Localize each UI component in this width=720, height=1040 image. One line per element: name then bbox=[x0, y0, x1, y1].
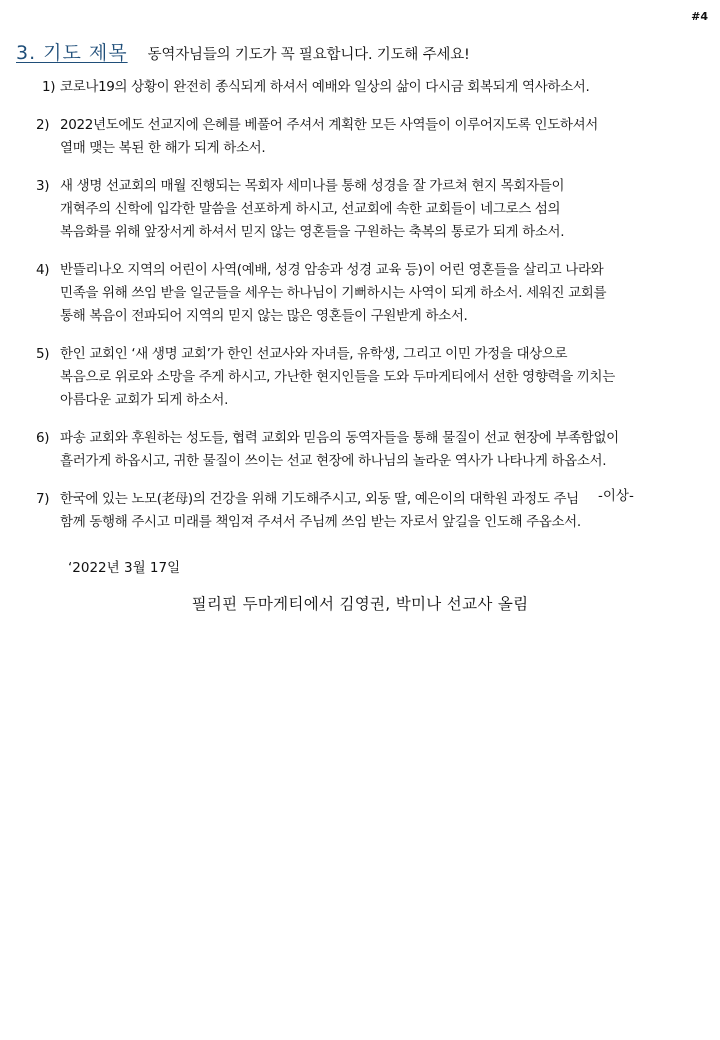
prayer-item bbox=[36, 76, 696, 99]
prayer-line: 흘러가게 하옵시고, 귀한 물질이 쓰이는 선교 현장에 하나님의 놀라운 역사가 나타나게 하옵소서. bbox=[60, 453, 607, 469]
prayer-number: 1) bbox=[42, 79, 56, 95]
prayer-item bbox=[36, 259, 696, 328]
prayer-line: 2022년도에도 선교지에 은혜를 베풀어 주셔서 계획한 모든 사역들이 이루어지도록 인도하셔서 bbox=[60, 117, 598, 133]
section-header bbox=[16, 38, 708, 65]
prayer-number: 7) bbox=[36, 491, 50, 507]
section-title: 3. 기도 제목 bbox=[16, 42, 128, 64]
prayer-item bbox=[36, 427, 696, 473]
prayer-line: 열매 맺는 복된 한 해가 되게 하소서. bbox=[60, 140, 266, 156]
signature: 필리핀 두마게티에서 김영권, 박미나 선교사 올림 bbox=[191, 595, 529, 613]
prayer-line: 통해 복음이 전파되어 지역의 믿지 않는 많은 영혼들이 구원받게 하소서. bbox=[60, 308, 468, 324]
closing-mark: -이상- bbox=[598, 488, 634, 504]
prayer-number: 5) bbox=[36, 346, 50, 362]
prayer-line: 파송 교회와 후원하는 성도들, 협력 교회와 믿음의 동역자들을 통해 물질이 선교 현장에 부족함없이 bbox=[60, 430, 619, 446]
prayer-number: 2) bbox=[36, 117, 50, 133]
prayer-line: 개혁주의 신학에 입각한 말씀을 선포하게 하시고, 선교회에 속한 교회들이 네그로스 섬의 bbox=[60, 201, 561, 217]
prayer-number: 6) bbox=[36, 430, 50, 446]
prayer-line: 한인 교회인 ‘새 생명 교회’가 한인 선교사와 자녀들, 유학생, 그리고 이민 가정을 대상으로 bbox=[60, 346, 568, 362]
letter-date: ‘2022년 3월 17일 bbox=[68, 560, 181, 576]
prayer-item bbox=[36, 343, 696, 412]
prayer-line: 코로나19의 상황이 완전히 종식되게 하셔서 예배와 일상의 삶이 다시금 회복되게 역사하소서. bbox=[60, 79, 590, 95]
prayer-number: 4) bbox=[36, 262, 50, 278]
prayer-line: 반뜰리나오 지역의 어린이 사역(예배, 성경 암송과 성경 교육 등)이 어린 영혼들을 살리고 나라와 bbox=[60, 262, 604, 278]
page-number: #4 bbox=[691, 10, 708, 23]
prayer-item bbox=[36, 114, 696, 160]
prayer-line: 복음화를 위해 앞장서게 하셔서 믿지 않는 영혼들을 구원하는 축복의 통로가 되게 하소서. bbox=[60, 224, 565, 240]
prayer-line: 새 생명 선교회의 매월 진행되는 목회자 세미나를 통해 성경을 잘 가르쳐 현지 목회자들이 bbox=[60, 178, 565, 194]
prayer-line: 복음으로 위로와 소망을 주게 하시고, 가난한 현지인들을 도와 두마게티에서 선한 영향력을 끼치는 bbox=[60, 369, 615, 385]
prayer-line: 아름다운 교회가 되게 하소서. bbox=[60, 392, 229, 408]
prayer-item bbox=[36, 175, 696, 244]
section-subtitle: 동역자님들의 기도가 꼭 필요합니다. 기도해 주세요! bbox=[147, 47, 470, 63]
prayer-line: 한국에 있는 노모(老母)의 건강을 위해 기도해주시고, 외동 딸, 예은이의 대학원 과정도 주님 bbox=[60, 491, 579, 507]
prayer-list bbox=[36, 76, 696, 534]
prayer-line: 함께 동행해 주시고 미래를 책임져 주셔서 주님께 쓰임 받는 자로서 앞길을 인도해 주옵소서. bbox=[60, 514, 581, 530]
prayer-item bbox=[36, 488, 696, 534]
prayer-number: 3) bbox=[36, 178, 50, 194]
prayer-line: 민족을 위해 쓰임 받을 일군들을 세우는 하나님이 기뻐하시는 사역이 되게 하소서. 세워진 교회를 bbox=[60, 285, 607, 301]
